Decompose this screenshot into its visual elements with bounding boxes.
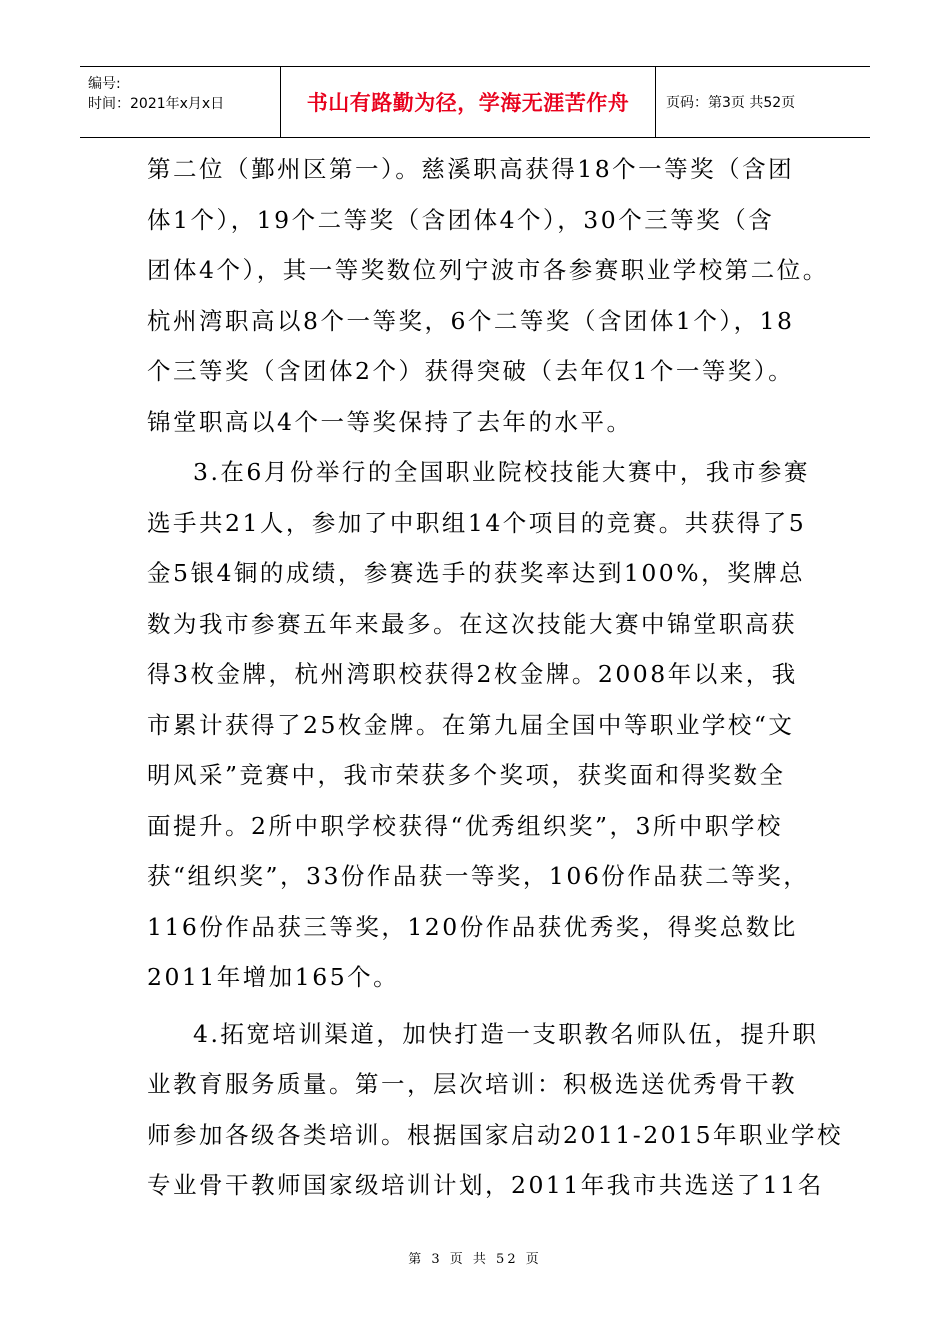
body-line: 明风采”竞赛中，我市荣获多个奖项，获奖面和得奖数全: [147, 761, 786, 789]
header-page-cell: [656, 67, 870, 137]
body-line: 团体4个），其一等奖数位列宁波市各参赛职业学校第二位。: [147, 256, 829, 284]
body-line: 选手共21人，参加了中职组14个项目的竞赛。共获得了5: [147, 508, 807, 537]
document-header: [80, 66, 870, 138]
body-line: 体1个），19个二等奖（含团体4个），30个三等奖（含: [147, 205, 775, 234]
body-line: 业教育服务质量。第一，层次培训：积极选送优秀骨干教: [147, 1070, 797, 1098]
header-page-info: 页码：第3页 共52页: [666, 95, 796, 111]
body-line: 得3枚金牌，杭州湾职校获得2枚金牌。2008年以来，我: [147, 660, 798, 688]
body-line: 116份作品获三等奖，120份作品获优秀奖，得奖总数比: [147, 912, 798, 941]
header-motto: 书山有路勤为径，学海无涯苦作舟: [306, 91, 630, 115]
body-line: 4.拓宽培训渠道，加快打造一支职教名师队伍，提升职: [193, 1019, 819, 1048]
body-line: 锦堂职高以4个一等奖保持了去年的水平。: [147, 407, 633, 436]
body-line: 师参加各级各类培训。根据国家启动2011-2015年职业学校: [147, 1120, 844, 1149]
body-line: 3.在6月份举行的全国职业院校技能大赛中，我市参赛: [193, 458, 810, 486]
body-line: 2011年增加165个。: [147, 963, 400, 991]
body-line: 获“组织奖”，33份作品获一等奖，106份作品获二等奖，: [147, 862, 810, 890]
header-motto-cell: [281, 67, 656, 137]
document-body: [147, 144, 844, 1211]
body-line: 数为我市参赛五年来最多。在这次技能大赛中锦堂职高获: [147, 609, 797, 638]
page-footer: 第 3 页 共 52 页: [408, 1252, 542, 1267]
body-line: 专业骨干教师国家级培训计划，2011年我市共选送了11名: [147, 1171, 824, 1199]
document-number-label: 编号:: [88, 76, 121, 92]
body-line: 杭州湾职高以8个一等奖，6个二等奖（含团体1个），18: [147, 306, 795, 335]
document-time-label: 时间：2021年x月x日: [88, 96, 225, 112]
body-line: 面提升。2所中职学校获得“优秀组织奖”，3所中职学校: [147, 811, 783, 840]
body-line: 个三等奖（含团体2个）获得突破（去年仅1个一等奖）。: [147, 357, 795, 385]
body-line: 第二位（鄞州区第一）。慈溪职高获得18个一等奖（含团: [147, 155, 795, 183]
body-line: 市累计获得了25枚金牌。在第九届全国中等职业学校“文: [147, 710, 795, 739]
body-line: 金5银4铜的成绩，参赛选手的获奖率达到100%，奖牌总: [147, 559, 806, 587]
header-meta-cell: [80, 67, 281, 137]
